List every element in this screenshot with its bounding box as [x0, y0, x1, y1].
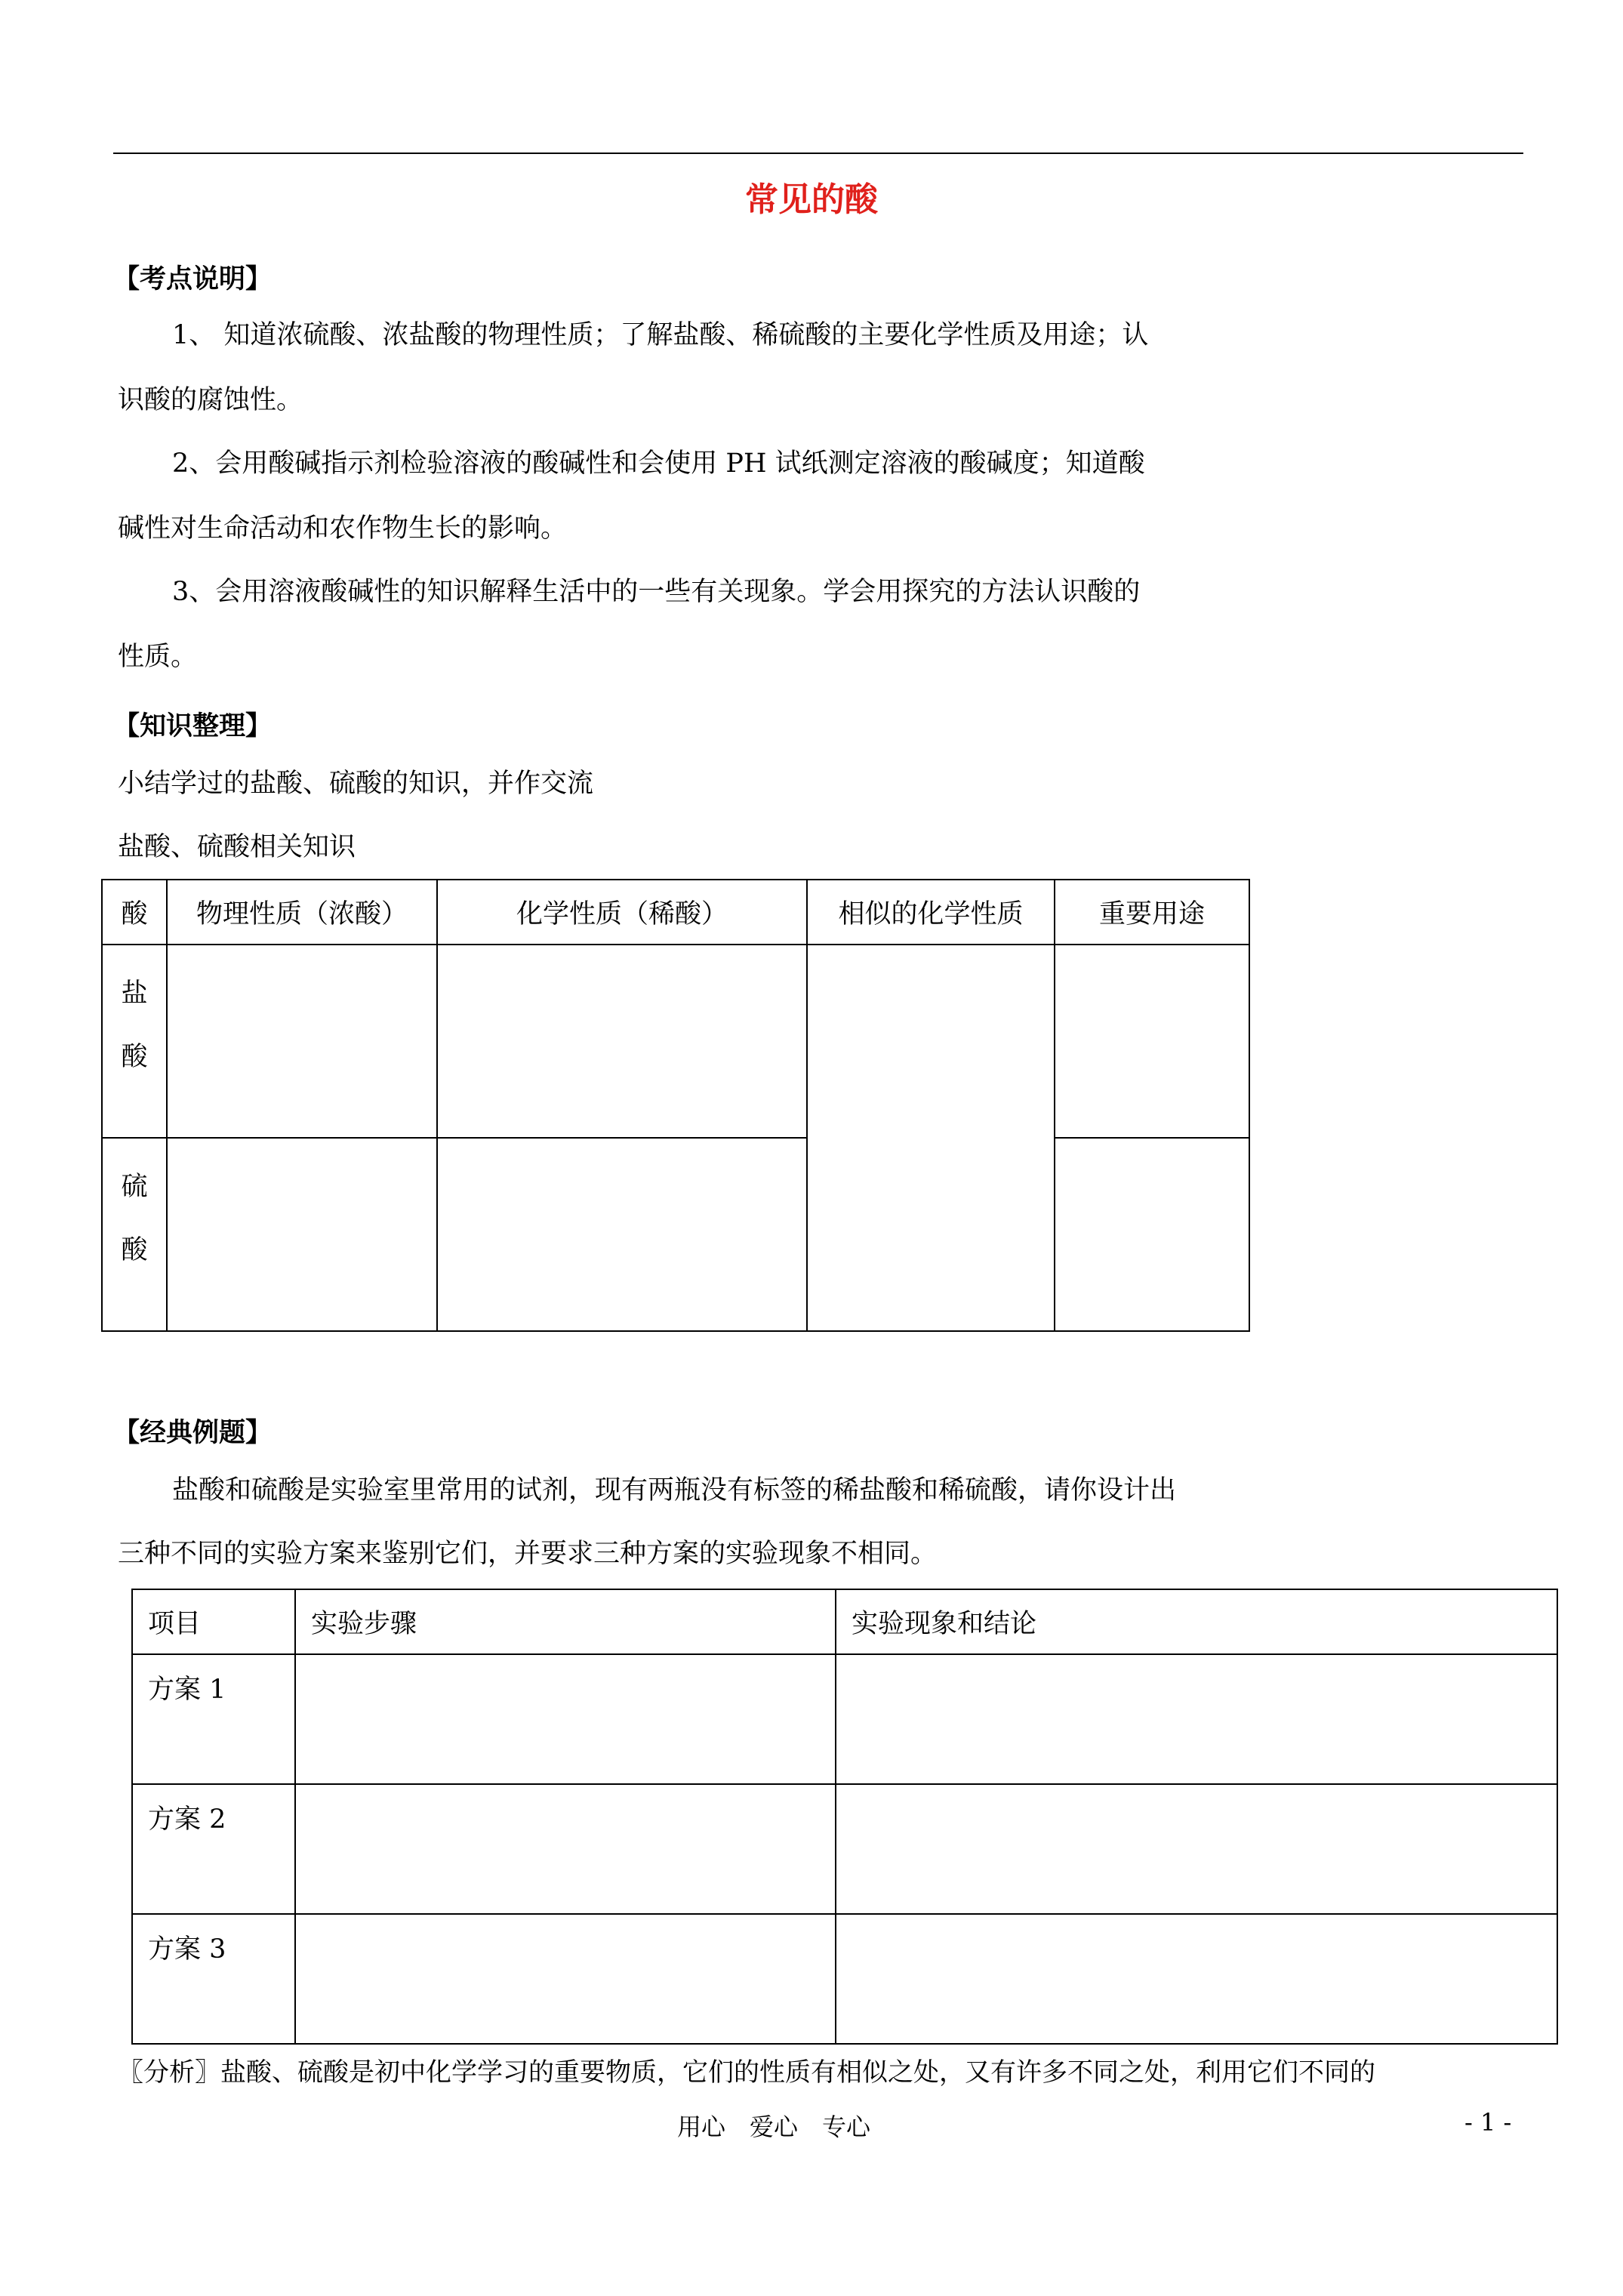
exam-point-2-line2: 碱性对生命活动和农作物生长的影响。: [118, 513, 568, 544]
header-rule: [113, 153, 1523, 154]
plan-label-2: 方案 2: [132, 1784, 295, 1914]
page-title: 常见的酸: [745, 180, 878, 219]
row-label-char: 硫: [121, 1172, 148, 1202]
footer-motto: 用心 爱心 专心: [676, 2113, 870, 2141]
header-chemical: 化学性质（稀酸）: [437, 880, 807, 945]
analysis-text: 〖分析〗盐酸、硫酸是初中化学学习的重要物质，它们的性质有相似之处，又有许多不同之处，利用它们不同的: [118, 2057, 1375, 2088]
header-uses: 重要用途: [1055, 880, 1249, 945]
table-row-sulfuric: [102, 1138, 1249, 1331]
cell-empty[interactable]: [1055, 1138, 1249, 1331]
cell-empty[interactable]: [836, 1784, 1557, 1914]
row-label-char: 酸: [121, 1042, 148, 1072]
cell-empty[interactable]: [167, 1138, 437, 1331]
cell-similar-merged[interactable]: [807, 945, 1055, 1331]
cell-empty[interactable]: [437, 1138, 807, 1331]
page-number: - 1 -: [1464, 2108, 1512, 2137]
exam-point-1-line2: 识酸的腐蚀性。: [118, 385, 303, 415]
cell-empty[interactable]: [295, 1654, 836, 1784]
exam-point-3-line2: 性质。: [118, 642, 198, 672]
cell-empty[interactable]: [167, 945, 437, 1138]
row-label-char: 酸: [121, 1235, 148, 1265]
exam-point-3-line1: 3、会用溶液酸碱性的知识解释生活中的一些有关现象。学会用探究的方法认识酸的: [172, 577, 1141, 607]
exam-point-2-line1: 2、会用酸碱指示剂检验溶液的酸碱性和会使用 PH 试纸测定溶液的酸碱度；知道酸: [172, 448, 1145, 479]
row-label-char: 盐: [121, 978, 148, 1009]
plan-label-3: 方案 3: [132, 1914, 295, 2044]
cell-empty[interactable]: [836, 1914, 1557, 2044]
header-physical: 物理性质（浓酸）: [167, 880, 437, 945]
plan-label-1: 方案 1: [132, 1654, 295, 1784]
section-heading-exam-points: 【考点说明】: [113, 264, 273, 294]
table-header-row: [102, 880, 1249, 945]
cell-empty[interactable]: [295, 1914, 836, 2044]
header-similar: 相似的化学性质: [807, 880, 1055, 945]
plan-row: [132, 1784, 1557, 1914]
exam-point-1-line1: 1、 知道浓硫酸、浓盐酸的物理性质；了解盐酸、稀硫酸的主要化学性质及用途；认: [172, 320, 1149, 350]
header-acid: 酸: [102, 880, 167, 945]
example-question-line2: 三种不同的实验方案来鉴别它们，并要求三种方案的实验现象不相同。: [118, 1539, 938, 1569]
row-label-hydrochloric: [102, 945, 167, 1138]
knowledge-intro: 小结学过的盐酸、硫酸的知识，并作交流: [118, 769, 594, 799]
row-label-sulfuric: [102, 1138, 167, 1331]
cell-empty[interactable]: [1055, 945, 1249, 1138]
cell-empty[interactable]: [437, 945, 807, 1138]
cell-empty[interactable]: [295, 1784, 836, 1914]
example-question-line1: 盐酸和硫酸是实验室里常用的试剂，现有两瓶没有标签的稀盐酸和稀硫酸，请你设计出: [172, 1475, 1177, 1505]
acid-knowledge-table: [101, 879, 1250, 1332]
plan-header-row: [132, 1589, 1557, 1654]
plan-row: [132, 1914, 1557, 2044]
table-caption: 盐酸、硫酸相关知识: [118, 832, 356, 862]
cell-empty[interactable]: [836, 1654, 1557, 1784]
header-item: 项目: [132, 1589, 295, 1654]
header-results: 实验现象和结论: [836, 1589, 1557, 1654]
experiment-plan-table: [131, 1589, 1558, 2045]
table-row-hydrochloric: [102, 945, 1249, 1138]
header-steps: 实验步骤: [295, 1589, 836, 1654]
section-heading-examples: 【经典例题】: [113, 1417, 273, 1448]
plan-row: [132, 1654, 1557, 1784]
section-heading-knowledge: 【知识整理】: [113, 710, 273, 741]
